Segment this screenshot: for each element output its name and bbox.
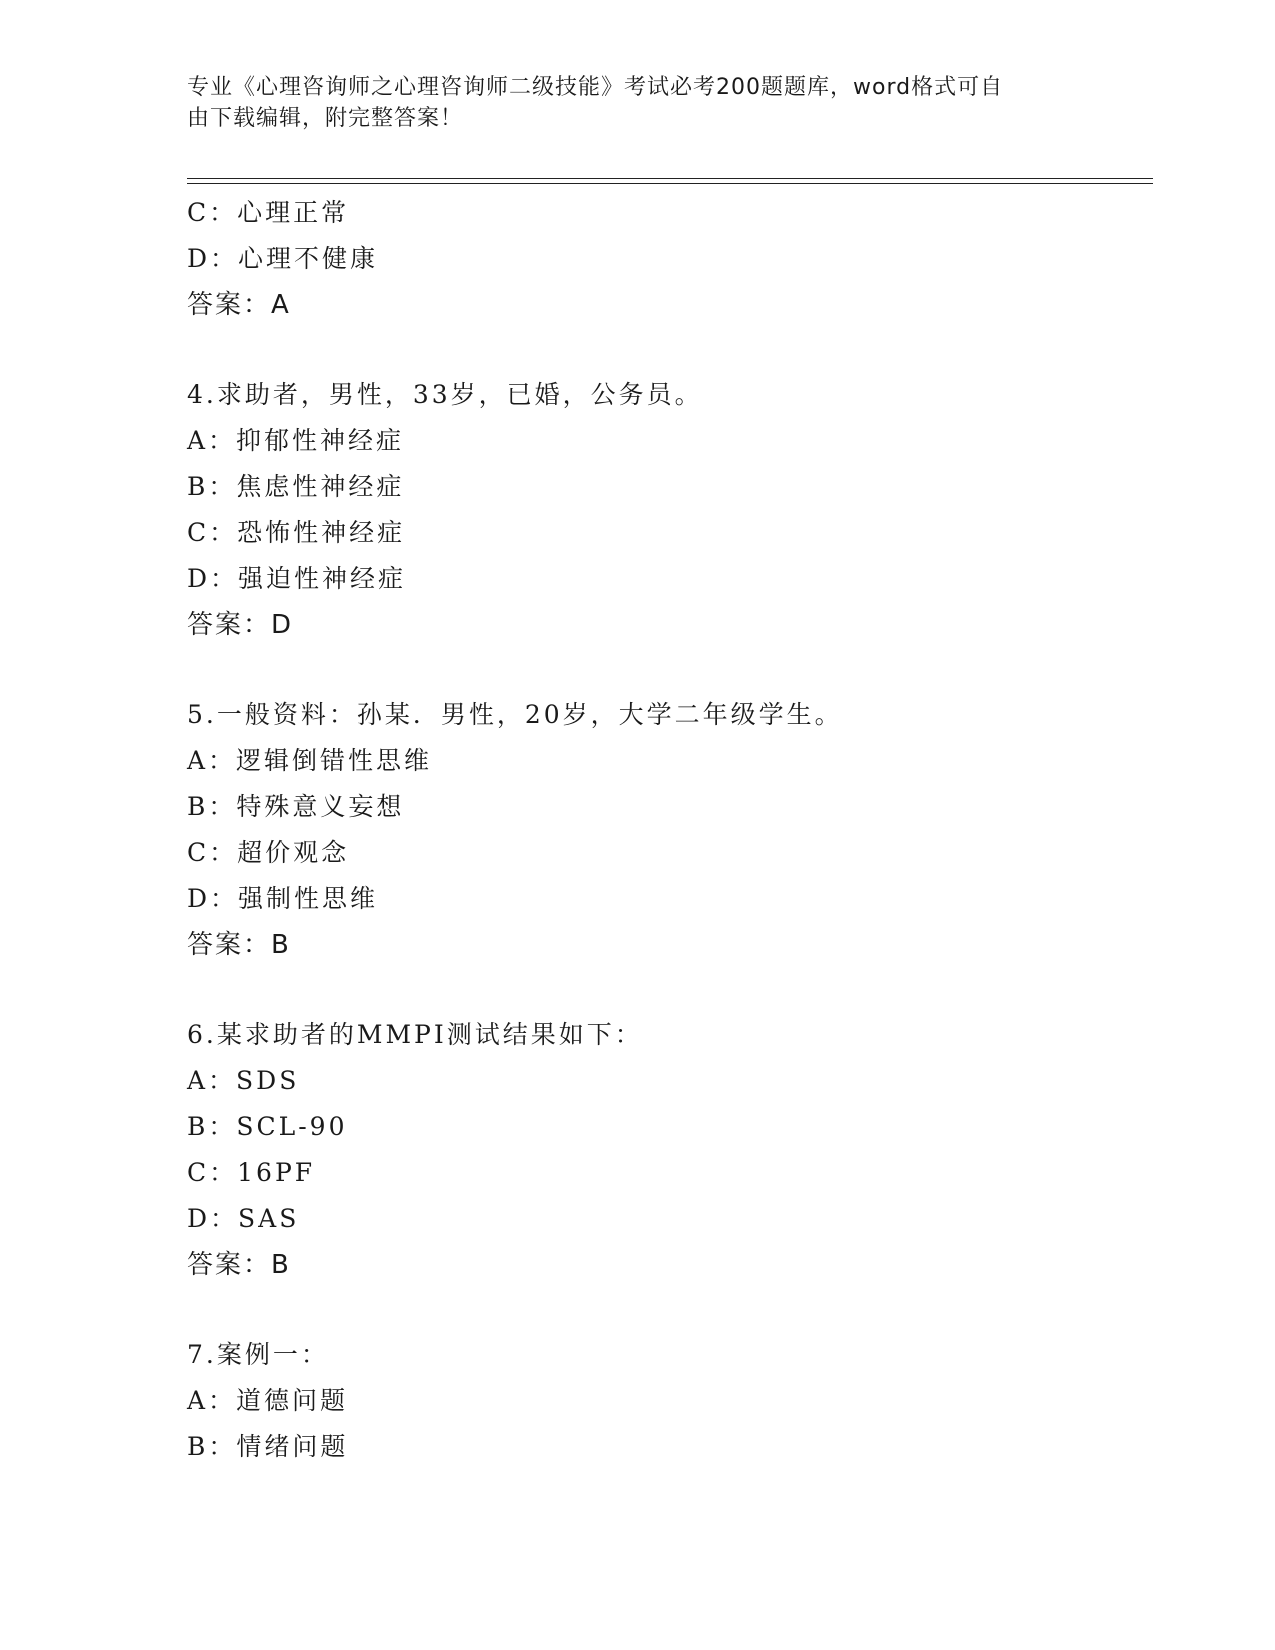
answer-line: 答案：A	[187, 290, 291, 320]
document-header	[187, 72, 1067, 134]
option-line: A：SDS	[187, 1066, 300, 1095]
header-divider-bottom	[187, 183, 1153, 184]
option-line: D：SAS	[187, 1204, 300, 1233]
header-divider-top	[187, 178, 1153, 179]
answer-line: 答案：B	[187, 930, 291, 960]
question-stem: 7.案例一：	[187, 1340, 329, 1369]
option-line: B：特殊意义妄想	[187, 792, 405, 821]
section-gap	[187, 968, 1147, 1012]
section-gap	[187, 1288, 1147, 1332]
option-line: C：心理正常	[187, 198, 350, 227]
option-line: A：抑郁性神经症	[187, 426, 405, 455]
option-line: A：逻辑倒错性思维	[187, 746, 433, 775]
question-list	[187, 190, 1147, 1470]
section-gap	[187, 328, 1147, 372]
option-line: B：情绪问题	[187, 1432, 349, 1461]
option-line: D：强迫性神经症	[187, 564, 407, 593]
header-line-2: 由下载编辑，附完整答案！	[187, 106, 464, 131]
option-line: D：心理不健康	[187, 244, 379, 273]
option-line: A：道德问题	[187, 1386, 349, 1415]
header-line-1: 专业《心理咨询师之心理咨询师二级技能》考试必考200题题库，word格式可自	[187, 75, 1004, 100]
answer-line: 答案：D	[187, 610, 294, 640]
question-stem: 5.一般资料：孙某．男性，20岁，大学二年级学生。	[187, 700, 843, 729]
answer-line: 答案：B	[187, 1250, 291, 1280]
option-line: B：SCL-90	[187, 1112, 348, 1141]
option-line: B：焦虑性神经症	[187, 472, 405, 501]
option-line: C：超价观念	[187, 838, 350, 867]
option-line: C：恐怖性神经症	[187, 518, 406, 547]
question-stem: 6.某求助者的MMPI测试结果如下：	[187, 1020, 643, 1049]
option-line: C：16PF	[187, 1158, 316, 1187]
option-line: D：强制性思维	[187, 884, 379, 913]
section-gap	[187, 648, 1147, 692]
question-stem: 4.求助者，男性，33岁，已婚，公务员。	[187, 380, 703, 409]
